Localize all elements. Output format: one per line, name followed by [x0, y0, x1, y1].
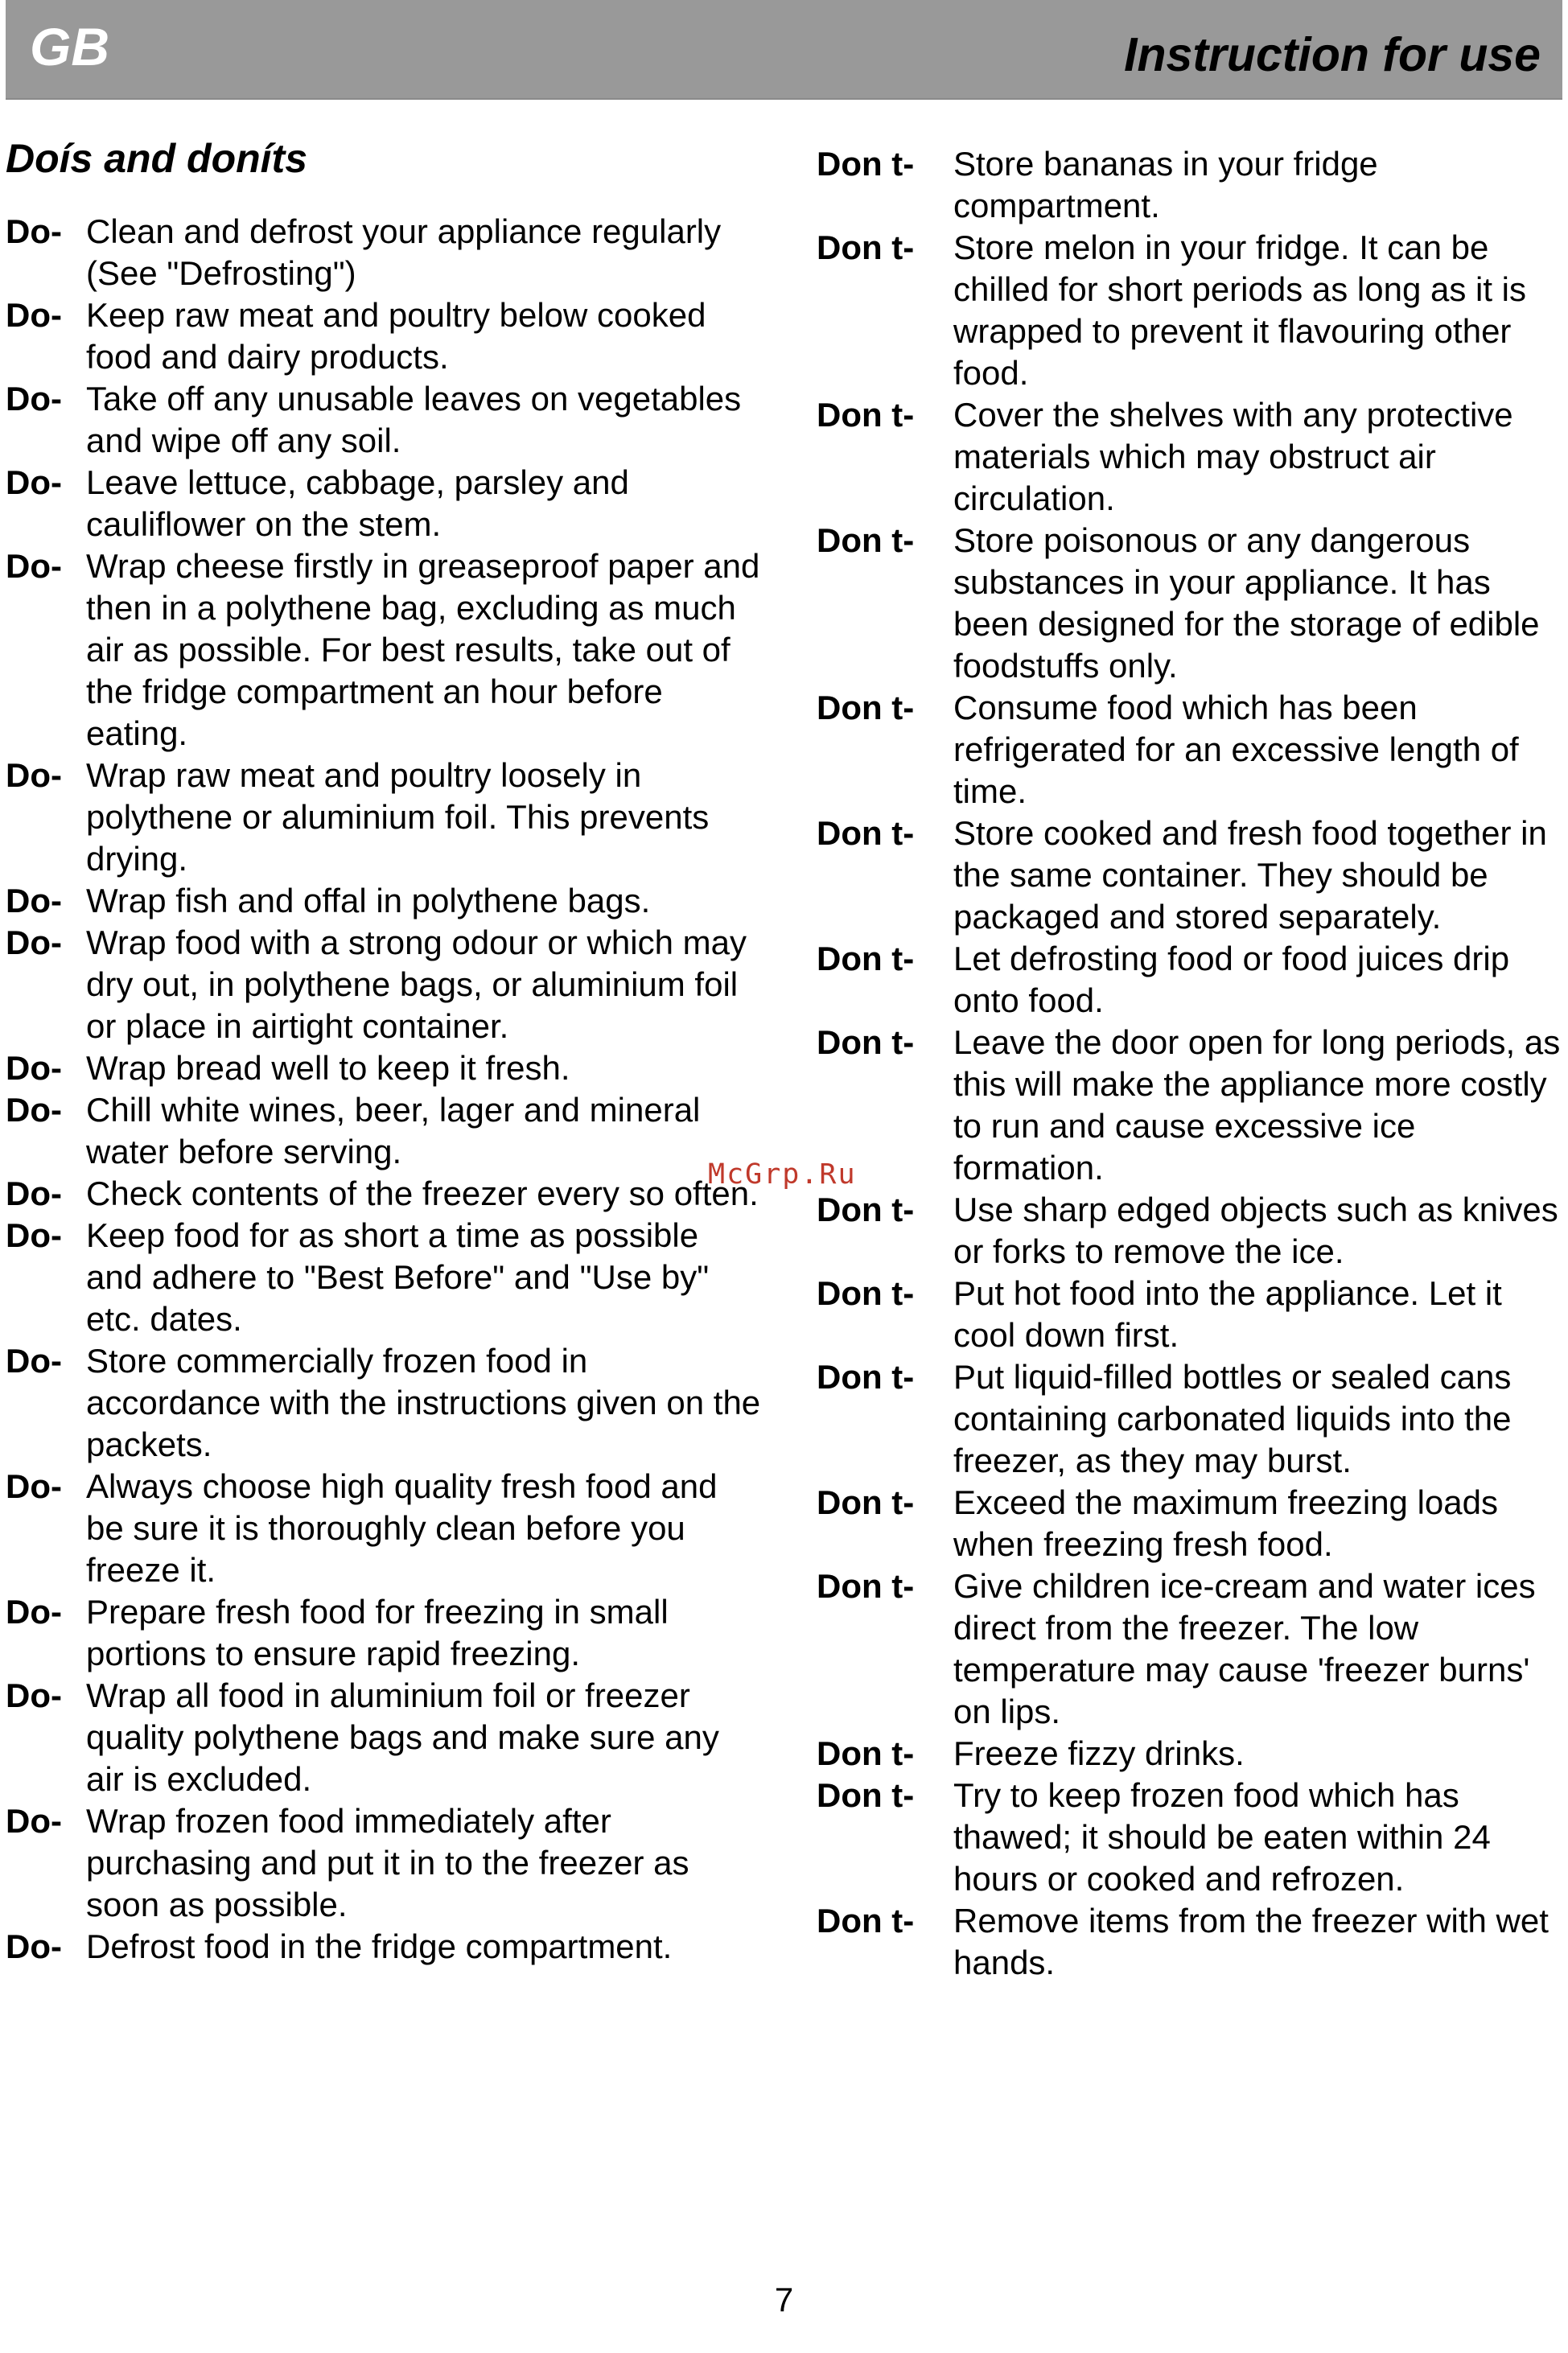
dont-item [817, 1565, 1565, 1733]
do-item-label: Do- [6, 1342, 62, 1380]
do-item [6, 462, 762, 545]
do-item [6, 1926, 762, 1968]
do-item [6, 1340, 762, 1466]
do-item [6, 755, 762, 880]
dont-item-text: Store melon in your fridge. It can be chilled for short periods as long as it is wrapped to prevent it flavouring other food. [953, 228, 1527, 392]
dont-item-label: Don t- [817, 1734, 915, 1772]
dont-item-label: Don t- [817, 814, 915, 852]
do-item [6, 922, 762, 1047]
do-item-label: Do- [6, 1593, 62, 1631]
language-code: GB [30, 17, 109, 76]
dont-item [817, 1733, 1565, 1775]
do-item [6, 294, 762, 378]
do-item-label: Do- [6, 1049, 62, 1087]
dont-item-text: Put hot food into the appliance. Let it cool down first. [953, 1274, 1502, 1354]
do-item-text: Check contents of the freezer every so often. [86, 1174, 759, 1212]
dont-item [817, 938, 1565, 1022]
dont-item-text: Store poisonous or any dangerous substances in your appliance. It has been designed for the storage of edible foodstuffs only. [953, 521, 1540, 685]
dont-item [817, 1482, 1565, 1565]
dont-item [817, 394, 1565, 520]
dont-item-text: Exceed the maximum freezing loads when freezing fresh food. [953, 1483, 1498, 1563]
dont-item-label: Don t- [817, 1567, 915, 1605]
page-header [6, 0, 1562, 100]
dont-item [817, 812, 1565, 938]
dont-item-label: Don t- [817, 1776, 915, 1814]
do-item-label: Do- [6, 1174, 62, 1212]
do-item-text: Prepare fresh food for freezing in small portions to ensure rapid freezing. [86, 1593, 669, 1672]
do-item [6, 545, 762, 755]
do-item-text: Store commercially frozen food in accordance with the instructions given on the packets. [86, 1342, 761, 1463]
do-item-text: Always choose high quality fresh food and be sure it is thoroughly clean before you freeze it. [86, 1467, 718, 1589]
do-item-text: Wrap cheese firstly in greaseproof paper and then in a polythene bag, excluding as much air as possible. For best results, take out of the fridge compartment an hour before eating. [86, 547, 760, 752]
document-title: Instruction for use [1124, 28, 1541, 81]
dont-item-text: Consume food which has been refrigerated for an excessive length of time. [953, 689, 1519, 810]
do-item-label: Do- [6, 1676, 62, 1714]
dont-item-text: Try to keep frozen food which has thawed; it should be eaten within 24 hours or cooked and refrozen. [953, 1776, 1491, 1898]
do-item-text: Wrap all food in aluminium foil or freezer quality polythene bags and make sure any air is excluded. [86, 1676, 719, 1798]
do-item [6, 1173, 762, 1215]
do-item-label: Do- [6, 212, 62, 250]
dont-item-text: Remove items from the freezer with wet hands. [953, 1902, 1549, 1981]
dont-item-text: Store bananas in your fridge compartment. [953, 145, 1378, 224]
do-item-label: Do- [6, 1216, 62, 1254]
dont-item [817, 1900, 1565, 1984]
do-item-text: Leave lettuce, cabbage, parsley and cauliflower on the stem. [86, 463, 629, 543]
dont-item-label: Don t- [817, 1902, 915, 1940]
dont-item-label: Don t- [817, 1274, 915, 1312]
dont-item-label: Don t- [817, 940, 915, 977]
dont-item-text: Let defrosting food or food juices drip onto food. [953, 940, 1510, 1019]
do-item [6, 1675, 762, 1800]
do-item-label: Do- [6, 547, 62, 585]
do-item-label: Do- [6, 380, 62, 418]
dont-item-label: Don t- [817, 1191, 915, 1228]
do-item-label: Do- [6, 463, 62, 501]
do-item [6, 1215, 762, 1340]
dont-item-label: Don t- [817, 1023, 915, 1061]
do-item-label: Do- [6, 1091, 62, 1129]
dont-item [817, 227, 1565, 394]
dont-item [817, 1775, 1565, 1900]
dont-item-text: Give children ice-cream and water ices direct from the freezer. The low temperature may cause 'freezer burns' on lips. [953, 1567, 1536, 1730]
do-item [6, 1591, 762, 1675]
donts-list [817, 143, 1565, 1984]
do-item-label: Do- [6, 756, 62, 794]
dont-item-label: Don t- [817, 521, 915, 559]
do-item [6, 1047, 762, 1089]
do-item-label: Do- [6, 882, 62, 919]
dont-item [817, 143, 1565, 227]
page-number: 7 [774, 2281, 794, 2318]
do-item [6, 1800, 762, 1926]
dont-item [817, 687, 1565, 812]
do-item-text: Take off any unusable leaves on vegetables and wipe off any soil. [86, 380, 742, 459]
do-item-text: Wrap fish and offal in polythene bags. [86, 882, 651, 919]
do-item [6, 1466, 762, 1591]
dont-item-label: Don t- [817, 689, 915, 726]
dont-item-text: Use sharp edged objects such as knives or forks to remove the ice. [953, 1191, 1558, 1270]
do-item-label: Do- [6, 1927, 62, 1965]
do-item [6, 1089, 762, 1173]
dont-item-text: Cover the shelves with any protective materials which may obstruct air circulation. [953, 396, 1513, 517]
dont-item-text: Store cooked and fresh food together in the same container. They should be packaged and stored separately. [953, 814, 1547, 936]
do-item [6, 211, 762, 294]
do-item-text: Chill white wines, beer, lager and mineral water before serving. [86, 1091, 701, 1170]
dont-item-text: Leave the door open for long periods, as this will make the appliance more costly to run and cause excessive ice formation. [953, 1023, 1561, 1187]
dont-item-text: Put liquid-filled bottles or sealed cans containing carbonated liquids into the freezer, as they may burst. [953, 1358, 1512, 1479]
dont-item [817, 1356, 1565, 1482]
do-item-text: Clean and defrost your appliance regularly (See "Defrosting") [86, 212, 722, 292]
dos-list [6, 211, 762, 1968]
do-item [6, 880, 762, 922]
do-item-text: Keep raw meat and poultry below cooked food and dairy products. [86, 296, 706, 376]
section-title: Doís and doníts [6, 136, 307, 181]
dont-item [817, 1189, 1565, 1273]
do-item-label: Do- [6, 1802, 62, 1840]
do-item-label: Do- [6, 1467, 62, 1505]
dont-item [817, 520, 1565, 687]
dont-item-label: Don t- [817, 1483, 915, 1521]
watermark: McGrp.Ru [708, 1158, 857, 1191]
do-item-text: Wrap bread well to keep it fresh. [86, 1049, 570, 1087]
do-item-text: Wrap raw meat and poultry loosely in polythene or aluminium foil. This prevents drying. [86, 756, 710, 878]
do-item [6, 378, 762, 462]
dont-item-label: Don t- [817, 396, 915, 434]
dont-item-text: Freeze fizzy drinks. [953, 1734, 1245, 1772]
dont-item-label: Don t- [817, 228, 915, 266]
dont-item [817, 1022, 1565, 1189]
do-item-label: Do- [6, 296, 62, 334]
do-item-text: Defrost food in the fridge compartment. [86, 1927, 673, 1965]
dont-item-label: Don t- [817, 1358, 915, 1396]
do-item-text: Wrap frozen food immediately after purchasing and put it in to the freezer as soon as possible. [86, 1802, 689, 1923]
do-item-text: Keep food for as short a time as possible and adhere to "Best Before" and "Use by" etc. dates. [86, 1216, 710, 1338]
dont-item-label: Don t- [817, 145, 915, 183]
do-item-text: Wrap food with a strong odour or which may dry out, in polythene bags, or aluminium foil or place in airtight container. [86, 924, 747, 1045]
do-item-label: Do- [6, 924, 62, 961]
dont-item [817, 1273, 1565, 1356]
